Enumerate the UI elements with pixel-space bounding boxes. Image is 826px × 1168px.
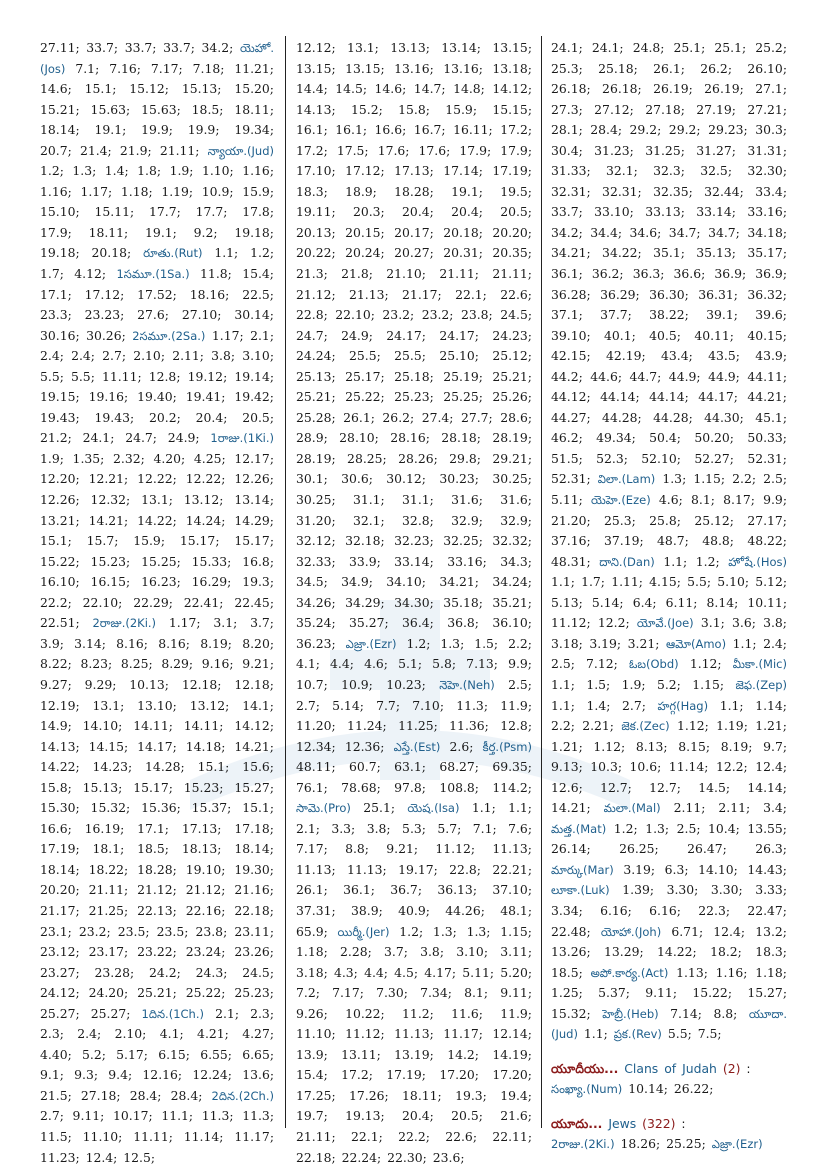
verse-refs: 2.5; 2.7; 5.14; 7.7; 7.10; 11.3; 11.9; 11.20; 11.24; 11.25; 11.36; 12.8; 12.34; 12.36; <box>296 676 532 754</box>
book-label: ఎజ్రా.(Ezr) <box>345 636 397 651</box>
book-label: సామె.(Pro) <box>296 801 351 816</box>
book-label: రూతు.(Rut) <box>143 246 203 261</box>
verse-refs: 1.2; 1.3; 1.3; 1.15; 1.18; 2.28; 3.7; 3.8; 3.10; 3.11; 3.18; 4.3; 4.4; 4.5; 4.17; 5.11; 5.20; 7.2; 7.17; 7.30; 7.34; 8.1; 9.11; 9.26; 10.22; 11.2; 11.6; 11.9; 11.10; 11.12; 11.13; 11.17; 12.14; 13.9; 13.11; 13.19; 14.2; 14.19; 15.4; 17.2; 17.19; 17.20; 17.20; 17.25; 17.26; 18.11; 19.3; 19.4; 19.7; 19.13; 20.4; 20.5; 21.6; 21.11; 22.1; 22.2; 22.6; 22.11; 22.18; 22.24; 22.30; 23.6; <box>296 923 532 1165</box>
book-label: నెహె.(Neh) <box>439 677 495 692</box>
book-label: యోవే.(Joe) <box>636 616 694 631</box>
verse-refs: 5.5; 7.5; <box>667 1026 722 1042</box>
book-label: జెక.(Zec) <box>621 719 670 734</box>
entry-refs <box>551 1134 787 1155</box>
verse-refs: 10.14; 26.22; <box>628 1081 714 1097</box>
book-label: న్యాయా.(Jud) <box>207 143 274 158</box>
verse-refs: 7.1; 7.16; 7.17; 7.18; 11.21; 14.6; 15.1; 15.12; 15.13; 15.20; 15.21; 15.63; 15.63; 18.5; 18.11; 18.14; 19.1; 19.9; 19.9; 19.34; 20.7; 21.4; 21.9; 21.11; <box>40 60 274 158</box>
verse-refs: 1.1; 1.4; 2.7; <box>551 697 646 713</box>
verse-refs: 25.1; <box>363 800 396 816</box>
book-label: లూకా.(Luk) <box>551 883 610 898</box>
book-label: 1సమూ.(1Sa.) <box>116 267 190 282</box>
verse-refs: 1.12; 1.19; 1.21; 1.21; 1.12; 8.13; 8.15; 8.19; 9.7; 9.13; 10.3; 10.6; 11.14; 12.2; 12.4; 12.6; 12.7; 12.7; 14.5; 14.14; 14.21; <box>551 718 787 816</box>
verse-refs: 3.19; 6.3; 14.10; 14.43; <box>623 861 787 877</box>
book-label: ఎస్తే.(Est) <box>393 739 441 754</box>
column-1 <box>40 38 274 1168</box>
book-label: ప్రక.(Rev) <box>613 1027 662 1042</box>
verse-refs: 2.11; 2.11; 3.4; <box>673 800 787 816</box>
entry-gloss: Jews <box>608 1115 637 1131</box>
verse-refs: 1.2; 1.3; 2.5; 10.4; 13.55; 26.14; 26.25; 26.47; 26.3; <box>551 820 787 857</box>
column-divider-1 <box>285 36 286 1128</box>
book-label: అపో.కార్య.(Act) <box>590 965 669 980</box>
book-label: యూదా.(Jud) <box>551 1006 787 1042</box>
book-label: ఆమో(Amo) <box>665 636 727 651</box>
book-label: 1దిన.(1Ch.) <box>141 1006 204 1021</box>
verse-refs: 1.1; 1.5; 1.9; 5.2; 1.15; <box>551 676 725 692</box>
book-label: విలా.(Lam) <box>597 472 656 487</box>
book-label: సంఖ్యా.(Num) <box>551 1082 623 1097</box>
book-label: యోహా.(Joh) <box>600 924 662 939</box>
book-label: హెబ్రీ.(Heb) <box>602 1006 659 1021</box>
entry-clans-of-judah <box>551 1059 787 1100</box>
verse-refs: 2.1; 2.3; 2.3; 2.4; 2.10; 4.1; 4.21; 4.27; 4.40; 5.2; 5.17; 6.15; 6.55; 6.65; 9.1; 9.3; 9.4; 12.16; 12.24; 13.6; 21.5; 27.18; 28.4; 28.4; <box>40 1005 274 1103</box>
verse-refs: 1.1; 1.7; 1.11; 4.15; 5.5; 5.10; 5.12; 5.13; 5.14; 6.4; 6.11; 8.14; 10.11; 11.12; 12.2; <box>551 574 787 631</box>
column-2-text <box>296 38 532 1168</box>
verse-refs: 1.1; 1.1; 2.1; 3.3; 3.8; 5.3; 5.7; 7.1; 7.6; 7.17; 8.8; 9.21; 11.12; 11.13; 11.13; 11.13; 19.17; 22.8; 22.21; 26.1; 36.1; 36.7; 36.13; 37.10; 37.31; 38.9; 40.9; 44.26; 48.1; 65.9; <box>296 800 532 939</box>
verse-refs: 1.1; 2.4; 2.5; 7.12; <box>551 635 787 672</box>
book-label: జెఫ.(Zep) <box>735 677 787 692</box>
book-label: 2రాజు.(2Ki.) <box>551 1137 615 1152</box>
book-label: దాని.(Dan) <box>599 554 655 569</box>
book-label: ఎజ్రా.(Ezr) <box>711 1137 763 1152</box>
verse-refs: 1.1; 1.14; 2.2; 2.21; <box>551 697 787 734</box>
book-label: యెహె.(Eze) <box>591 493 651 508</box>
verse-refs: 1.2; 1.3; 1.4; 1.8; 1.9; 1.10; 1.16; 1.16; 1.17; 1.18; 1.19; 10.9; 15.9; 15.10; 15.11; 17.7; 17.7; 17.8; 17.9; 18.11; 19.1; 9.2; 19.18; 19.18; 20.18; <box>40 163 274 261</box>
verse-refs: 48.11; 60.7; 63.1; 68.27; 69.35; 76.1; 78.68; 97.8; 108.8; 114.2; <box>296 759 532 795</box>
verse-refs: 2.6; <box>449 738 474 754</box>
book-label: 2రాజు.(2Ki.) <box>92 616 157 631</box>
book-label: 2సమూ.(2Sa.) <box>132 328 206 343</box>
verse-refs: 7.14; 8.8; <box>670 1005 738 1021</box>
verse-refs: 1.39; 3.30; 3.30; 3.33; 3.34; 6.16; 6.16; 22.3; 22.47; 22.48; <box>551 882 787 939</box>
entry-heading: యూదు... Jews (322) : <box>551 1115 686 1131</box>
entry-count: (2) <box>722 1060 741 1076</box>
column-divider-2 <box>541 36 542 1128</box>
book-label: 1రాజు.(1Ki.) <box>210 431 274 446</box>
book-label: మలా.(Mal) <box>603 801 661 816</box>
verse-refs: 24.1; 24.1; 24.8; 25.1; 25.1; 25.2; 25.3; 25.18; 26.1; 26.2; 26.10; 26.18; 26.18; 26.19; 26.19; 27.1; 27.3; 27.12; 27.18; 27.19; 27.21; 28.1; 28.4; 29.2; 29.2; 29.23; 30.3; 30.4; 31.23; 31.25; 31.27; 31.31; 31.33; 32.1; 32.3; 32.5; 32.30; 32.31; 32.31; 32.35; 32.44; 33.4; 33.7; 33.10; 33.13; 33.14; 33.16; 34.2; 34.4; 34.6; 34.7; 34.7; 34.18; 34.21; 34.22; 35.1; 35.13; 35.17; 36.1; 36.2; 36.3; 36.6; 36.9; 36.9; 36.28; 36.29; 36.30; 36.31; 36.32; 37.1; 37.7; 38.22; 39.1; 39.6; 39.10; 40.1; 40.5; 40.11; 40.15; 42.15; 42.19; 43.4; 43.5; 43.9; 44.2; 44.6; 44.7; 44.9; 44.9; 44.11; 44.12; 44.14; 44.14; 44.17; 44.21; 44.27; 44.28; 44.28; 44.30; 45.1; 46.2; 49.34; 50.4; 50.20; 50.33; 51.5; 52.3; 52.10; 52.27; 52.31; 52.31; <box>551 40 787 487</box>
entry-headword: యూదు... <box>551 1115 603 1131</box>
book-label: కీర్త.(Psm) <box>482 739 532 754</box>
book-label: యిర్మీ.(Jer) <box>337 924 390 939</box>
verse-refs: 2.7; 9.11; 10.17; 11.1; 11.3; 11.3; 11.5; 11.10; 11.11; 11.14; 11.17; 11.23; 12.4; 12.5; <box>40 1108 274 1165</box>
column-3 <box>551 38 787 1155</box>
book-label: హగ్గ(Hag) <box>657 698 709 713</box>
entry-gloss: Clans of Judah <box>624 1060 717 1076</box>
entry-heading: యూదీయు... Clans of Judah (2) : <box>551 1060 751 1076</box>
verse-refs: 4.6; 8.1; 8.17; 9.9; 21.20; 25.3; 25.8; 25.12; 27.17; 37.16; 37.19; 48.7; 48.8; 48.22; 48.31; <box>551 492 787 569</box>
book-label: మార్కు(Mar) <box>551 862 614 877</box>
book-label: మీకా.(Mic) <box>732 657 787 672</box>
verse-refs: 1.1; 1.2; 1.7; 4.12; <box>40 245 274 282</box>
entry-refs <box>551 1079 787 1100</box>
column-2 <box>296 38 532 1168</box>
verse-refs: 1.17; 2.1; 2.4; 2.4; 2.7; 2.10; 2.11; 3.8; 3.10; 5.5; 5.5; 11.11; 12.8; 19.12; 19.14; 19.15; 19.16; 19.40; 19.41; 19.42; 19.43; 19.43; 20.2; 20.4; 20.5; 21.2; 24.1; 24.7; 24.9; <box>40 327 274 446</box>
verse-refs: 1.1; <box>583 1026 608 1042</box>
book-label: యెష.(Isa) <box>407 801 460 816</box>
entry-headword: యూదీయు... <box>551 1060 619 1076</box>
verse-refs: 1.9; 1.35; 2.32; 4.20; 4.25; 12.17; 12.20; 12.21; 12.22; 12.22; 12.26; 12.26; 12.32; 13.1; 13.12; 13.14; 13.21; 14.21; 14.22; 14.24; 14.29; 15.1; 15.7; 15.9; 15.17; 15.17; 15.22; 15.23; 15.25; 15.33; 16.8; 16.10; 16.15; 16.23; 16.29; 19.3; 22.2; 22.10; 22.29; 22.41; 22.45; 22.51; <box>40 450 274 631</box>
verse-refs: 3.1; 3.6; 3.8; 3.18; 3.19; 3.21; <box>551 615 787 651</box>
book-label: ఓబ(Obd) <box>628 657 679 672</box>
verse-refs: 1.1; 1.2; <box>663 553 720 569</box>
verse-refs: 1.12; <box>689 656 722 672</box>
book-label: 2దిన.(2Ch.) <box>211 1088 274 1103</box>
column-1-text <box>40 38 274 1168</box>
verse-refs: 1.3; 1.15; 2.2; 2.5; 5.11; <box>551 471 787 508</box>
book-label: యెహో.(Jos) <box>40 41 274 76</box>
entry-jews <box>551 1114 787 1155</box>
verse-refs: 1.17; 3.1; 3.7; 3.9; 3.14; 8.16; 8.16; 8.19; 8.20; 8.22; 8.23; 8.25; 8.29; 9.16; 9.21; 9.27; 9.29; 10.13; 12.18; 12.18; 12.19; 13.1; 13.10; 13.12; 14.1; 14.9; 14.10; 14.11; 14.11; 14.12; 14.13; 14.15; 14.17; 14.18; 14.21; 14.22; 14.23; 14.28; 15.1; 15.6; 15.8; 15.13; 15.17; 15.23; 15.27; 15.30; 15.32; 15.36; 15.37; 15.1; 16.6; 16.19; 17.1; 17.13; 17.18; 17.19; 18.1; 18.5; 18.13; 18.14; 18.14; 18.22; 18.28; 19.10; 19.30; 20.20; 21.11; 21.12; 21.12; 21.16; 21.17; 21.25; 22.13; 22.16; 22.18; 23.1; 23.2; 23.5; 23.5; 23.8; 23.11; 23.12; 23.17; 23.22; 23.24; 23.26; 23.27; 23.28; 24.2; 24.3; 24.5; 24.12; 24.20; 25.21; 25.22; 25.23; 25.27; 25.27; <box>40 615 274 1021</box>
verse-refs: 6.71; 12.4; 13.2; 13.26; 13.29; 14.22; 18.2; 18.3; 18.5; <box>551 923 787 980</box>
book-label: మత్త.(Mat) <box>551 821 607 836</box>
verse-refs: 12.12; 13.1; 13.13; 13.14; 13.15; 13.15; 13.15; 13.16; 13.16; 13.18; 14.4; 14.5; 14.6; 14.7; 14.8; 14.12; 14.13; 15.2; 15.8; 15.9; 15.15; 16.1; 16.1; 16.6; 16.7; 16.11; 17.2; 17.2; 17.5; 17.6; 17.6; 17.9; 17.9; 17.10; 17.12; 17.13; 17.14; 17.19; 18.3; 18.9; 18.28; 19.1; 19.5; 19.11; 20.3; 20.4; 20.4; 20.5; 20.13; 20.15; 20.17; 20.18; 20.20; 20.22; 20.24; 20.27; 20.31; 20.35; 21.3; 21.8; 21.10; 21.11; 21.11; 21.12; 21.13; 21.17; 22.1; 22.6; 22.8; 22.10; 23.2; 23.2; 23.8; 24.5; 24.7; 24.9; 24.17; 24.17; 24.23; 24.24; 25.5; 25.5; 25.10; 25.12; 25.13; 25.17; 25.18; 25.19; 25.21; 25.21; 25.22; 25.23; 25.25; 25.26; 25.28; 26.1; 26.2; 27.4; 27.7; 28.6; 28.9; 28.10; 28.16; 28.18; 28.19; 28.19; 28.25; 28.26; 29.8; 29.21; 30.1; 30.6; 30.12; 30.23; 30.25; 30.25; 31.1; 31.1; 31.6; 31.6; 31.20; 32.1; 32.8; 32.9; 32.9; 32.12; 32.18; 32.23; 32.25; 32.32; 32.33; 33.9; 33.14; 33.16; 34.3; 34.5; 34.9; 34.10; 34.21; 34.24; 34.26; 34.29; 34.30; 35.18; 35.21; 35.24; 35.27; 36.4; 36.8; 36.10; 36.23; <box>296 40 532 651</box>
verse-refs: 18.26; 25.25; <box>620 1136 706 1152</box>
verse-refs: 1.13; 1.16; 1.18; 1.25; 5.37; 9.11; 15.22; 15.27; 15.32; <box>551 964 787 1021</box>
book-label: హోషే.(Hos) <box>728 554 787 569</box>
verse-refs: 11.8; 15.4; 17.1; 17.12; 17.52; 18.16; 22.5; 23.3; 23.23; 27.6; 27.10; 30.14; 30.16; 30.26; <box>40 266 274 343</box>
column-3-text <box>551 38 787 1045</box>
verse-refs: 27.11; 33.7; 33.7; 33.7; 34.2; <box>40 40 234 55</box>
verse-refs: 1.2; 1.3; 1.5; 2.2; 4.1; 4.4; 4.6; 5.1; 5.8; 7.13; 9.9; 10.7; 10.9; 10.23; <box>296 635 532 692</box>
entry-count: (322) <box>642 1115 676 1131</box>
